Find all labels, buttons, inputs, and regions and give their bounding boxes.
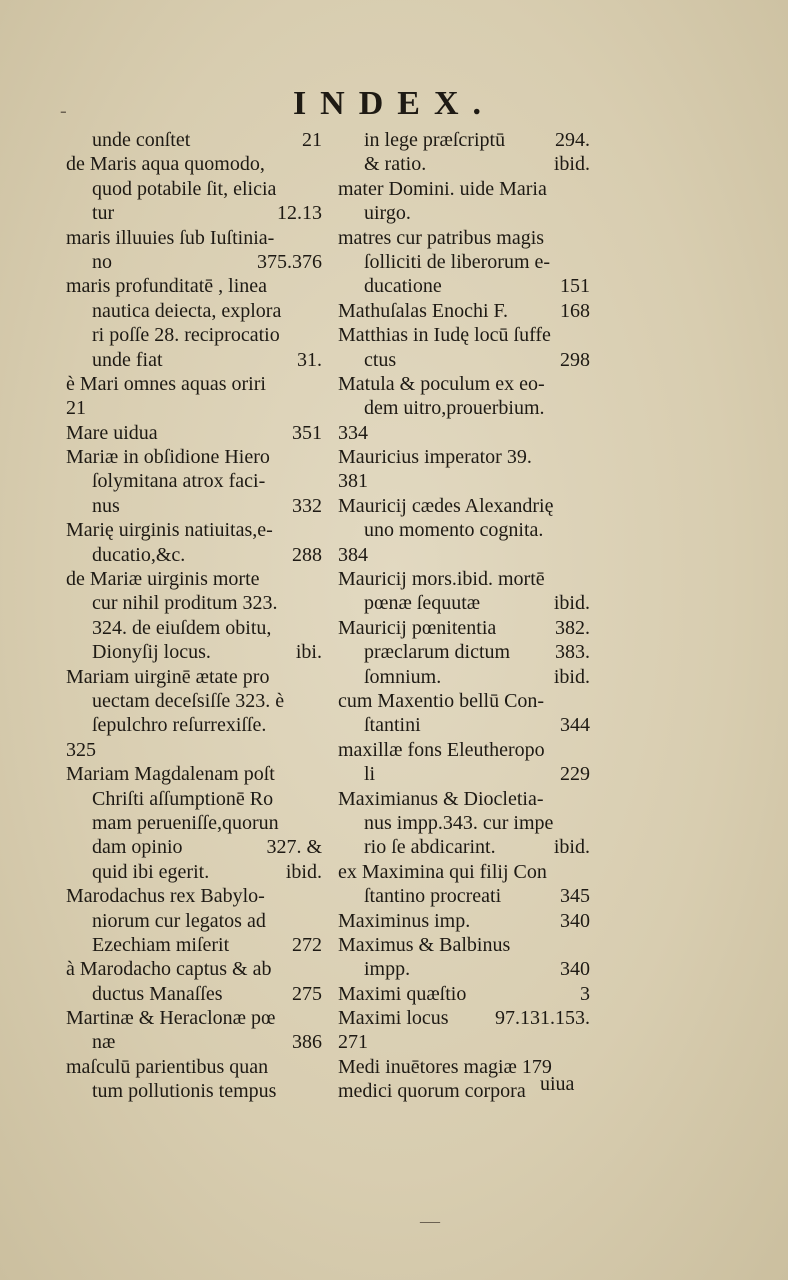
index-entry-line <box>66 396 322 420</box>
index-entry-line <box>66 957 322 981</box>
index-entry-line <box>66 445 322 469</box>
index-entry-line <box>338 713 590 737</box>
entry-text: de Maris aqua quomodo, <box>66 153 265 176</box>
entry-text: uectam deceſsiſſe 323. è <box>92 689 285 712</box>
index-entry-line <box>66 421 322 445</box>
index-entry-line <box>66 640 322 664</box>
entry-text: Maximi locus <box>338 1007 449 1030</box>
entry-text: ducatione <box>364 275 442 298</box>
index-entry-line <box>66 1030 322 1054</box>
entry-text: li <box>364 763 376 786</box>
index-entry-line <box>338 177 590 201</box>
index-entry-line <box>338 665 590 689</box>
index-entry-line <box>338 860 590 884</box>
entry-text: niorum cur legatos ad <box>92 909 266 932</box>
entry-text: næ <box>92 1031 116 1054</box>
index-entry-line <box>338 250 590 274</box>
index-entry-line <box>66 1079 322 1103</box>
entry-page-ref: 383. <box>555 641 590 664</box>
entry-page-ref: 151 <box>560 275 590 298</box>
index-entry-line <box>338 738 590 762</box>
index-entry-line <box>66 787 322 811</box>
index-entry-line <box>66 713 322 737</box>
entry-text: 381 <box>338 470 368 493</box>
index-entry-line <box>338 1030 590 1054</box>
entry-page-ref: 340 <box>560 909 590 932</box>
entry-text: dem uitro,prouerbium. <box>364 397 545 420</box>
index-entry-line <box>338 348 590 372</box>
index-entry-line <box>338 226 590 250</box>
entry-page-ref: ibid. <box>553 592 590 615</box>
index-entry-line <box>66 177 322 201</box>
entry-text: Maximianus & Diocletia- <box>338 787 544 810</box>
index-entry-line <box>338 933 590 957</box>
index-entry-line <box>66 665 322 689</box>
index-column-left <box>66 128 322 1104</box>
entry-text: & ratio. <box>364 153 427 176</box>
entry-page-ref: ibid. <box>553 836 590 859</box>
entry-text: de Mariæ uirginis morte <box>66 568 260 591</box>
index-entry-line <box>338 445 590 469</box>
entry-text: Mauricij pœnitentia <box>338 616 497 639</box>
index-entry-line <box>66 933 322 957</box>
index-entry-line <box>66 152 322 176</box>
index-entry-line <box>66 543 322 567</box>
entry-page-ref: 340 <box>560 958 590 981</box>
index-entry-line <box>338 762 590 786</box>
entry-text: ſtantino procreati <box>364 885 502 908</box>
index-entry-line <box>338 640 590 664</box>
index-entry-line <box>338 616 590 640</box>
index-entry-line <box>338 1006 590 1030</box>
index-entry-line <box>338 543 590 567</box>
entry-text: ſolliciti de liberorum e- <box>364 250 551 273</box>
index-entry-line <box>338 152 590 176</box>
index-entry-line <box>338 982 590 1006</box>
entry-page-ref: ibid. <box>285 860 322 883</box>
entry-text: Dionyſij locus. <box>92 641 211 664</box>
entry-text: uno momento cognita. <box>364 519 544 542</box>
entry-text: unde fiat <box>92 348 163 371</box>
entry-text: 325 <box>66 738 96 761</box>
entry-text: ex Maximina qui filij Con <box>338 860 547 883</box>
index-entry-line <box>66 909 322 933</box>
entry-text: 271 <box>338 1031 368 1054</box>
entry-page-ref: 382. <box>555 616 590 639</box>
entry-text: præclarum dictum <box>364 641 511 664</box>
entry-text: in lege præſcriptū <box>364 129 506 151</box>
entry-text: nus <box>92 494 120 517</box>
entry-text: Maximi quæſtio <box>338 982 467 1005</box>
entry-page-ref: 288 <box>292 543 322 566</box>
ink-speck: — <box>420 1210 440 1232</box>
index-entry-line <box>66 372 322 396</box>
entry-text: medici quorum corpora <box>338 1080 526 1103</box>
index-entry-line <box>66 982 322 1006</box>
index-entry-line <box>66 591 322 615</box>
entry-page-ref: 229 <box>560 763 590 786</box>
index-entry-line <box>66 738 322 762</box>
index-entry-line <box>338 567 590 591</box>
entry-page-ref: 345 <box>560 885 590 908</box>
entry-text: ri poſſe 28. reciprocatio <box>92 324 280 347</box>
index-entry-line <box>66 323 322 347</box>
entry-text: Mariam Magdalenam poſt <box>66 763 275 786</box>
index-entry-line <box>66 250 322 274</box>
index-column-right <box>338 128 590 1104</box>
entry-text: tur <box>92 202 115 225</box>
index-entry-line <box>338 811 590 835</box>
entry-page-ref: ibid. <box>553 153 590 176</box>
index-entry-line <box>66 762 322 786</box>
entry-page-ref: 375.376 <box>257 250 322 273</box>
index-entry-line <box>66 1006 322 1030</box>
index-entry-line <box>66 860 322 884</box>
index-entry-line <box>338 835 590 859</box>
index-entry-line <box>66 201 322 225</box>
index-entry-line <box>66 226 322 250</box>
entry-text: pœnæ ſequutæ <box>364 592 481 615</box>
index-entry-line <box>66 811 322 835</box>
index-entry-line <box>338 909 590 933</box>
entry-text: Mariæ in obſidione Hiero <box>66 446 270 469</box>
index-entry-line <box>338 128 590 152</box>
index-entry-line <box>338 274 590 298</box>
entry-text: Martinæ & Heraclonæ pœ <box>66 1007 276 1030</box>
entry-text: Medi inuētores magiæ 179 <box>338 1055 552 1078</box>
entry-page-ref: 351 <box>292 421 322 444</box>
index-entry-line <box>338 518 590 542</box>
entry-text: à Marodacho captus & ab <box>66 958 272 981</box>
entry-page-ref: 31. <box>297 348 322 371</box>
index-entry-line <box>66 616 322 640</box>
entry-text: impp. <box>364 958 411 981</box>
entry-text: maſculū parientibus quan <box>66 1055 269 1078</box>
index-entry-line <box>338 957 590 981</box>
entry-text: Mauricius imperator 39. <box>338 446 532 469</box>
entry-text: è Mari omnes aquas oriri <box>66 372 266 395</box>
entry-text: ducatio,&c. <box>92 543 186 566</box>
index-entry-line <box>66 348 322 372</box>
entry-text: Matula & poculum ex eo- <box>338 372 545 395</box>
entry-text: dam opinio <box>92 836 183 859</box>
index-entry-line <box>66 494 322 518</box>
entry-text: mater Domini. uide Maria <box>338 177 547 200</box>
entry-text: no <box>92 250 112 273</box>
entry-text: Mauricij cædes Alexandrię <box>338 494 554 517</box>
entry-page-ref: 327. & <box>266 836 322 859</box>
entry-text: unde conſtet <box>92 129 191 151</box>
ink-speck: - <box>60 100 67 122</box>
entry-text: ctus <box>364 348 397 371</box>
entry-text: ſepulchro reſurrexiſſe. <box>92 714 267 737</box>
index-entry-line <box>66 835 322 859</box>
entry-page-ref: 168 <box>560 299 590 322</box>
index-entry-line <box>338 884 590 908</box>
entry-text: 21 <box>66 397 86 420</box>
index-entry-line <box>66 518 322 542</box>
index-entry-line <box>338 299 590 323</box>
entry-text: nus impp.343. cur impe <box>364 811 554 834</box>
index-entry-line <box>338 201 590 225</box>
entry-text: Chriſti aſſumptionē Ro <box>92 787 274 810</box>
entry-page-ref: 97.131.153. <box>495 1007 590 1030</box>
entry-text: quod potabile ſit, elicia <box>92 177 277 200</box>
index-entry-line <box>66 567 322 591</box>
entry-page-ref: ibi. <box>295 641 322 664</box>
entry-text: Marodachus rex Babylo- <box>66 885 265 908</box>
entry-text: Ezechiam miſerit <box>92 933 230 956</box>
entry-text: uirgo. <box>364 202 411 225</box>
entry-text: matres cur patribus magis <box>338 226 545 249</box>
entry-page-ref: ibid. <box>553 665 590 688</box>
entry-text: ſtantini <box>364 714 421 737</box>
entry-text: maris profunditatē , linea <box>66 275 268 298</box>
index-entry-line <box>66 128 322 152</box>
entry-page-ref: 332 <box>292 494 322 517</box>
page-header: INDEX. <box>292 85 496 122</box>
entry-text: Matthias in Iudę locū ſuffe <box>338 324 551 347</box>
entry-text: maris illuuies ſub Iuſtinia- <box>66 226 275 249</box>
entry-text: mam perueniſſe,quorun <box>92 811 279 834</box>
entry-page-ref: 298 <box>560 348 590 371</box>
entry-text: quid ibi egerit. <box>92 860 210 883</box>
index-entry-line <box>338 591 590 615</box>
catchword: uiua <box>540 1073 575 1095</box>
entry-page-ref: 275 <box>292 982 322 1005</box>
entry-text: rio ſe abdicarint. <box>364 836 496 859</box>
entry-text: ſolymitana atrox faci- <box>92 470 266 493</box>
entry-page-ref: 12.13 <box>277 202 322 225</box>
entry-page-ref: 344 <box>560 714 590 737</box>
entry-text: Maximinus imp. <box>338 909 471 932</box>
entry-text: Marię uirginis natiuitas,e- <box>66 519 273 542</box>
index-entry-line <box>66 469 322 493</box>
entry-text: ſomnium. <box>364 665 442 688</box>
entry-text: tum pollutionis tempus <box>92 1080 277 1103</box>
entry-text: Mariam uirginē ætate pro <box>66 665 270 688</box>
entry-text: maxillæ fons Eleutheropo <box>338 738 545 761</box>
entry-text: 384 <box>338 543 368 566</box>
index-entry-line <box>66 689 322 713</box>
index-entry-line <box>338 494 590 518</box>
entry-text: Mare uidua <box>66 421 158 444</box>
entry-text: cum Maxentio bellū Con- <box>338 689 545 712</box>
entry-text: Maximus & Balbinus <box>338 933 511 956</box>
index-entry-line <box>338 787 590 811</box>
entry-page-ref: 294. <box>555 129 590 151</box>
index-entry-line <box>66 274 322 298</box>
entry-page-ref: 386 <box>292 1031 322 1054</box>
entry-text: 334 <box>338 421 368 444</box>
entry-text: ductus Manaſſes <box>92 982 223 1005</box>
entry-text: cur nihil proditum 323. <box>92 592 278 615</box>
index-entry-line <box>338 396 590 420</box>
index-entry-line <box>66 299 322 323</box>
entry-page-ref: 3 <box>580 982 590 1005</box>
index-entry-line <box>338 323 590 347</box>
entry-page-ref: 272 <box>292 933 322 956</box>
entry-text: Mauricij mors.ibid. mortē <box>338 568 545 591</box>
index-entry-line <box>66 1055 322 1079</box>
entry-text: nautica deiecta, explora <box>92 299 282 322</box>
entry-page-ref: 21 <box>302 129 322 151</box>
index-entry-line <box>338 689 590 713</box>
index-entry-line <box>338 372 590 396</box>
entry-text: Mathuſalas Enochi F. <box>338 299 509 322</box>
index-entry-line <box>338 469 590 493</box>
index-entry-line <box>66 884 322 908</box>
index-entry-line <box>338 421 590 445</box>
entry-text: 324. de eiuſdem obitu, <box>92 616 272 639</box>
